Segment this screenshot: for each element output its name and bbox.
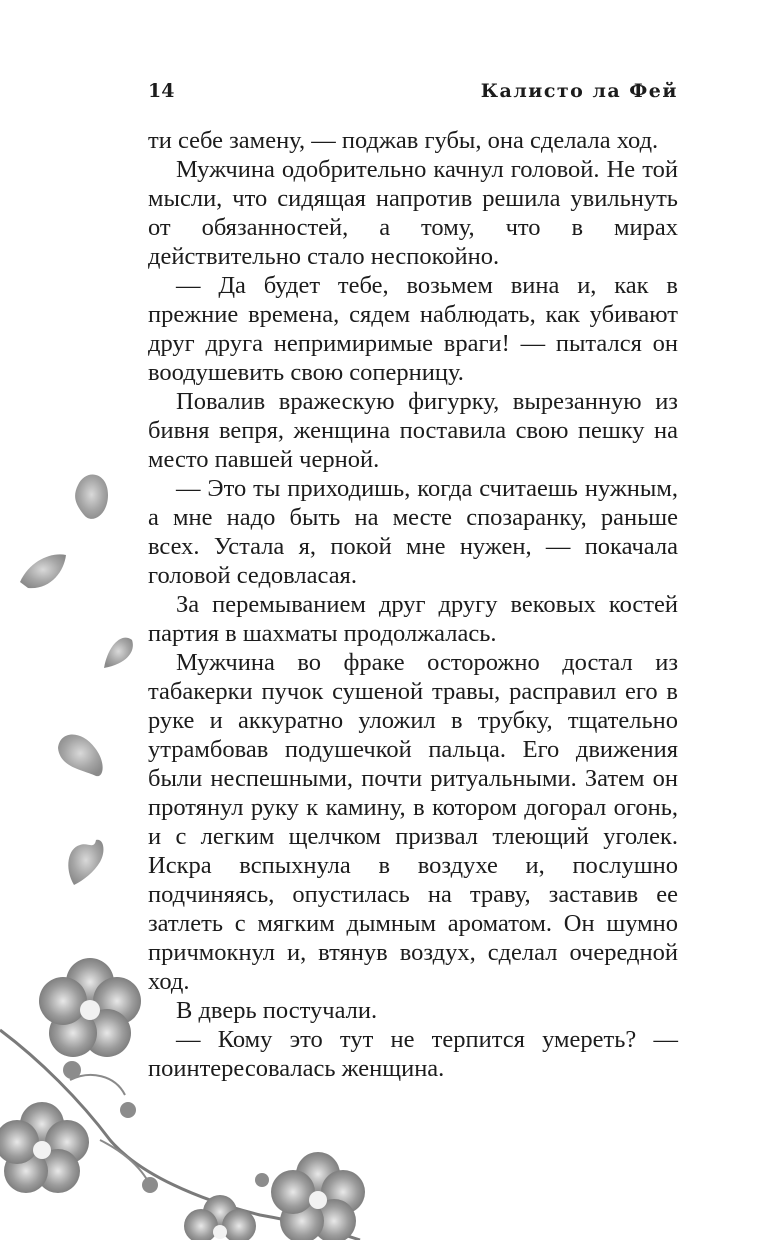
flower-4 [184,1195,256,1240]
petal-5 [68,840,103,885]
bud-2 [120,1102,136,1118]
flower-3 [271,1152,365,1240]
flower-1 [39,958,141,1057]
petal-1 [75,475,108,519]
paragraph: — Да будет тебе, возьмем вина и, как в прежние времена, сядем наблюдать, как убивают друг друга непримиримые враги! — пытался он воодушевить свою соперницу. [148,272,678,386]
paragraph: — Кому это тут не терпится умереть? — поинтересовалась женщина. [148,1026,678,1082]
bud-4 [255,1173,269,1187]
page-number: 14 [148,80,175,102]
paragraph: Мужчина во фраке осторожно достал из табакерки пучок сушеной травы, расправил его в руке и аккуратно уложил в трубку, тщательно утрамбовав подушечкой пальца. Его движения были неспешными, почти ритуальными. Затем он протянул руку к камину, в котором догорал огонь, и с легким щелчком призвал тлеющий уголек. Искра вспыхнула в воздухе и, послушно подчиняясь, опустилась на траву, заставив ее затлеть с мягким дымным ароматом. Он шумно причмокнул и, втянув воздух, сделал очередной ход. [148,649,678,995]
paragraph: ти себе замену, — поджав губы, она сделала ход. [148,127,659,154]
paragraph: Повалив вражескую фигурку, вырезанную из бивня вепря, женщина поставила свою пешку на место павшей черной. [148,388,678,473]
paragraph: За перемыванием друг другу вековых костей партия в шахматы продолжалась. [148,591,678,647]
body-text [148,126,678,1083]
petal-3 [104,638,133,668]
petal-4 [58,735,103,777]
flower-2 [0,1102,89,1193]
paragraph: — Это ты приходишь, когда считаешь нужным, а мне надо быть на месте спозаранку, раньше всех. Устала я, покой мне нужен, — покачала головой седовласая. [148,475,678,589]
paragraph: В дверь постучали. [176,997,378,1024]
running-title: Калисто ла Фей [480,80,678,102]
petal-2 [20,554,66,588]
paragraph: Мужчина одобрительно качнул головой. Не той мысли, что сидящая напротив решила увильнуть от обязанностей, а тому, что в мирах действительно стало неспокойно. [148,156,678,270]
bud-1 [63,1061,81,1079]
bud-3 [142,1177,158,1193]
